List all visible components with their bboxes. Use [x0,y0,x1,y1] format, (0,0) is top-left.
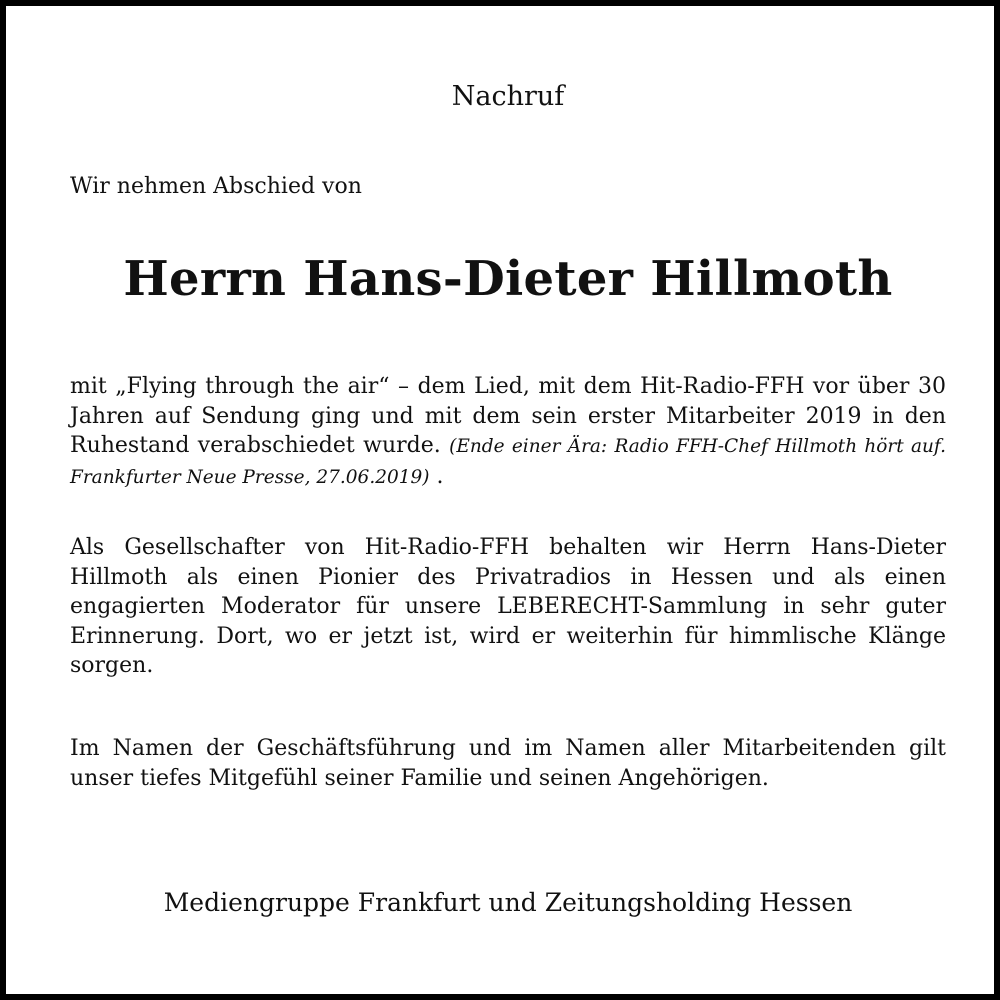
paragraph-1-citation: (Ende einer Ära: Radio FFH-Chef Hillmoth hört auf. Frankfurter Neue Presse, 27.06.2019) [70,436,947,488]
obituary-paragraph-2: Als Gesellschafter von Hit-Radio-FFH behalten wir Herrn Hans-Dieter Hillmoth als einen Pionier des Privatradios in Hessen und als einen engagierten Moderator für unsere LEBERECHT-Sammlung in sehr guter Erinnerung. Dort, wo er jetzt ist, wird er weiterhin für himmlische Klänge sorgen. [70,535,946,678]
obituary-intro: Wir nehmen Abschied von [70,174,362,199]
paragraph-1-tail: . [436,463,444,489]
deceased-name: Herrn Hans-Dieter Hillmoth [123,251,893,307]
obituary-paragraph-1 [70,372,946,492]
paragraph-1-text: mit „Flying through the air“ – dem Lied, mit dem Hit-Radio-FFH vor über 30 Jahren auf Sendung ging und mit dem sein erster Mitarbeiter 2019 in den Ruhestand verabschiedet wurde. [70,374,946,458]
obituary-heading: Nachruf [451,81,565,112]
obituary-signature: Mediengruppe Frankfurt und Zeitungsholding Hessen [163,888,853,917]
obituary-paragraph-3: Im Namen der Geschäftsführung und im Namen aller Mitarbeitenden gilt unser tiefes Mitgefühl seiner Familie und seinen Angehörigen. [70,736,946,791]
